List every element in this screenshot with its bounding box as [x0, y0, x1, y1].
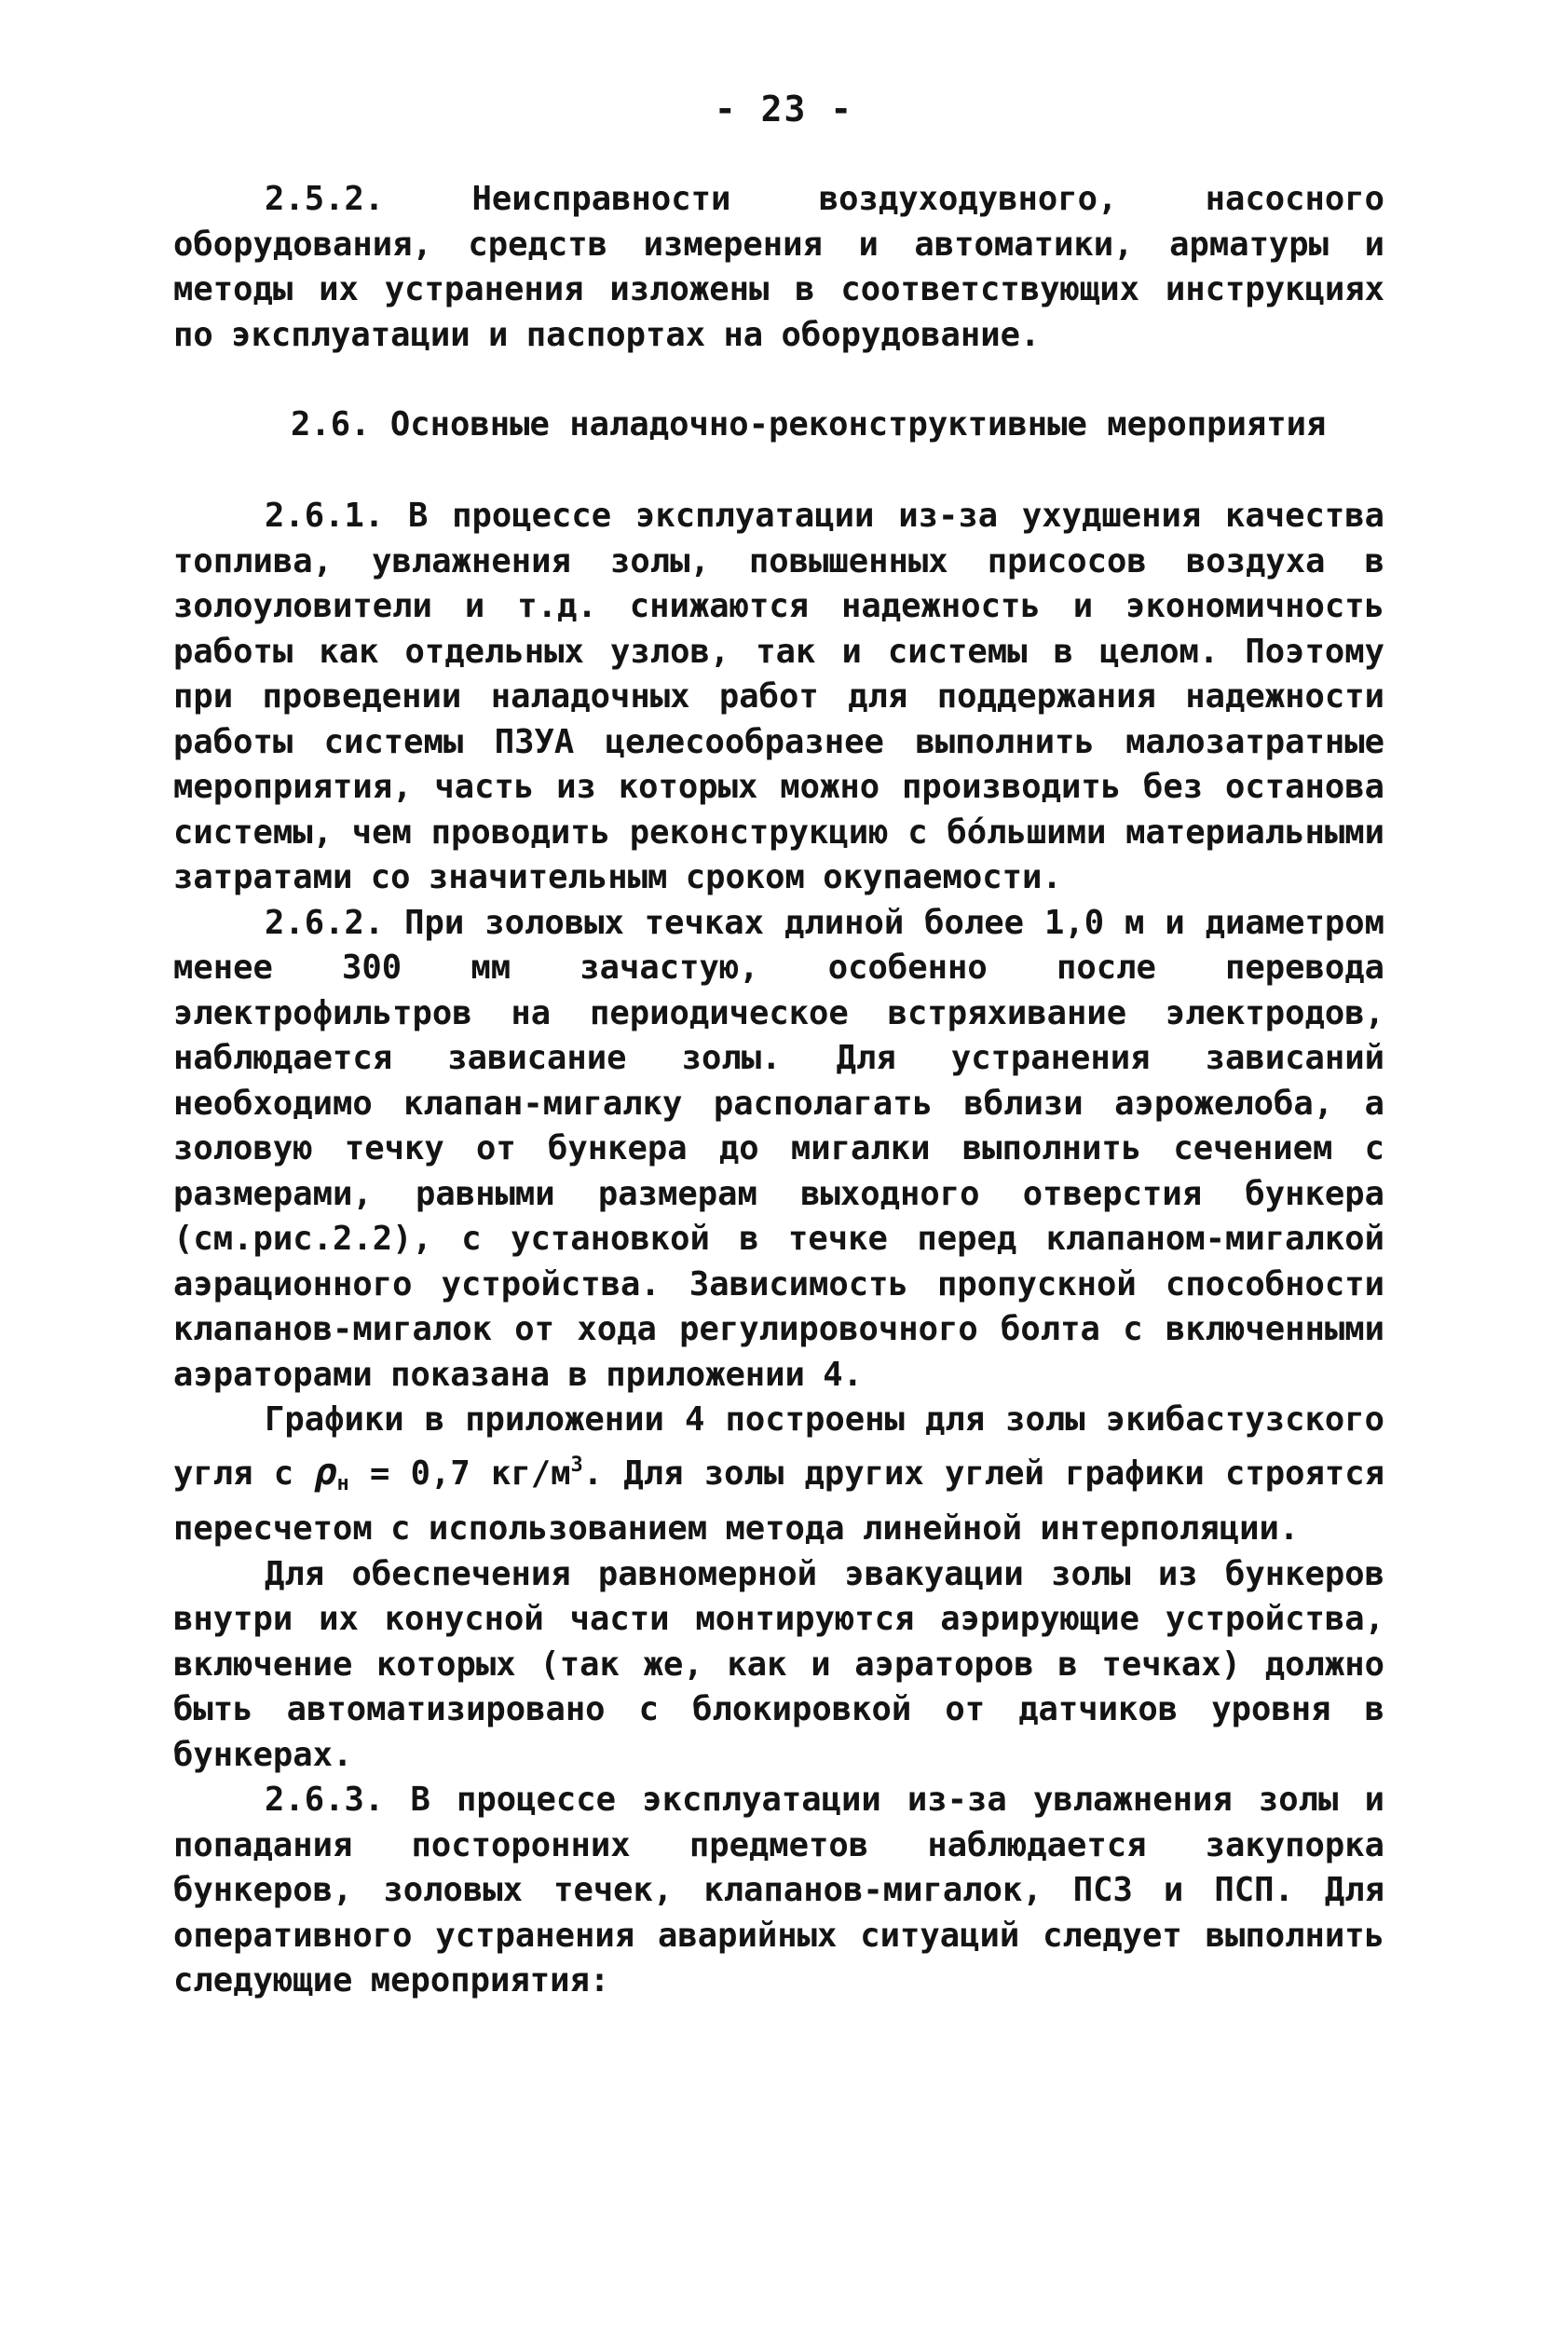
section-2-6-body — [173, 494, 1384, 2004]
rho-symbol: ρ — [314, 1450, 337, 1494]
paragraph-aerators: Для обеспечения равномерной эвакуации золы из бункеров внутри их конусной части монтируются аэрирующие устройства, включение которых (так же, как и аэраторов в течках) должно быть автоматизировано с блокировкой от датчиков уровня в бункерах. — [173, 1554, 1384, 1774]
paragraph-2-5-2: 2.5.2. Неисправности воздуходувного, насосного оборудования, средств измерения и автоматики, арматуры и методы их устранения изложены в соответствующих инструкциях по эксплуатации и паспортах на оборудование. — [173, 180, 1384, 354]
graphs-text-before: Графики в приложении 4 построены для золы экибастузского угля с — [173, 1400, 1384, 1493]
paragraph-graphs — [173, 1398, 1384, 1552]
paragraph-2-6-2: 2.6.2. При золовых течках длиной более 1,0 м и диаметром менее 300 мм зачастую, особенно после перевода электрофильтров на периодическое встряхивание электродов, наблюдается зависание золы. Для устранения зависаний необходимо клапан-мигалку располагать вблизи аэрожелоба, а золовую течку от бункера до мигалки выполнить сечением с размерами, равными размерам выходного отверстия бункера (см.рис.2.2), с установкой в течке перед клапаном-мигалкой аэрационного устройства. Зависимость пропускной способности клапанов-мигалок от хода регулировочного болта с включенными аэраторами показана в приложении 4. — [173, 903, 1384, 1394]
graphs-text-after: . Для золы других углей графики строятся пересчетом с использованием метода линейной интерполяции. — [173, 1454, 1384, 1548]
section-2-5-2 — [173, 177, 1384, 358]
graphs-unit-superscript: 3 — [570, 1453, 583, 1477]
heading-2-6: 2.6. Основные наладочно-реконструктивные мероприятия — [291, 405, 1327, 444]
rho-subscript: н — [336, 1471, 349, 1495]
page-number: - 23 - — [714, 89, 854, 130]
graphs-density-value: = 0,7 кг/м — [370, 1454, 571, 1493]
paragraph-2-6-3: 2.6.3. В процессе эксплуатации из-за увлажнения золы и попадания посторонних предметов наблюдается закупорка бункеров, золовых течек, клапанов-мигалок, ПСЗ и ПСП. Для оперативного устранения аварийных ситуаций следует выполнить следующие мероприятия: — [173, 1781, 1384, 2000]
paragraph-2-6-1: 2.6.1. В процессе эксплуатации из-за ухудшения качества топлива, увлажнения золы, повышенных присосов воздуха в золоуловители и т.д. снижаются надежность и экономичность работы как отдельных узлов, так и системы в целом. Поэтому при проведении наладочных работ для поддержания надежности работы системы ПЗУА целесообразнее выполнить малозатратные мероприятия, часть из которых можно производить без останова системы, чем проводить реконструкцию с бо́льшими материальными затратами со значительным сроком окупаемости. — [173, 497, 1384, 896]
